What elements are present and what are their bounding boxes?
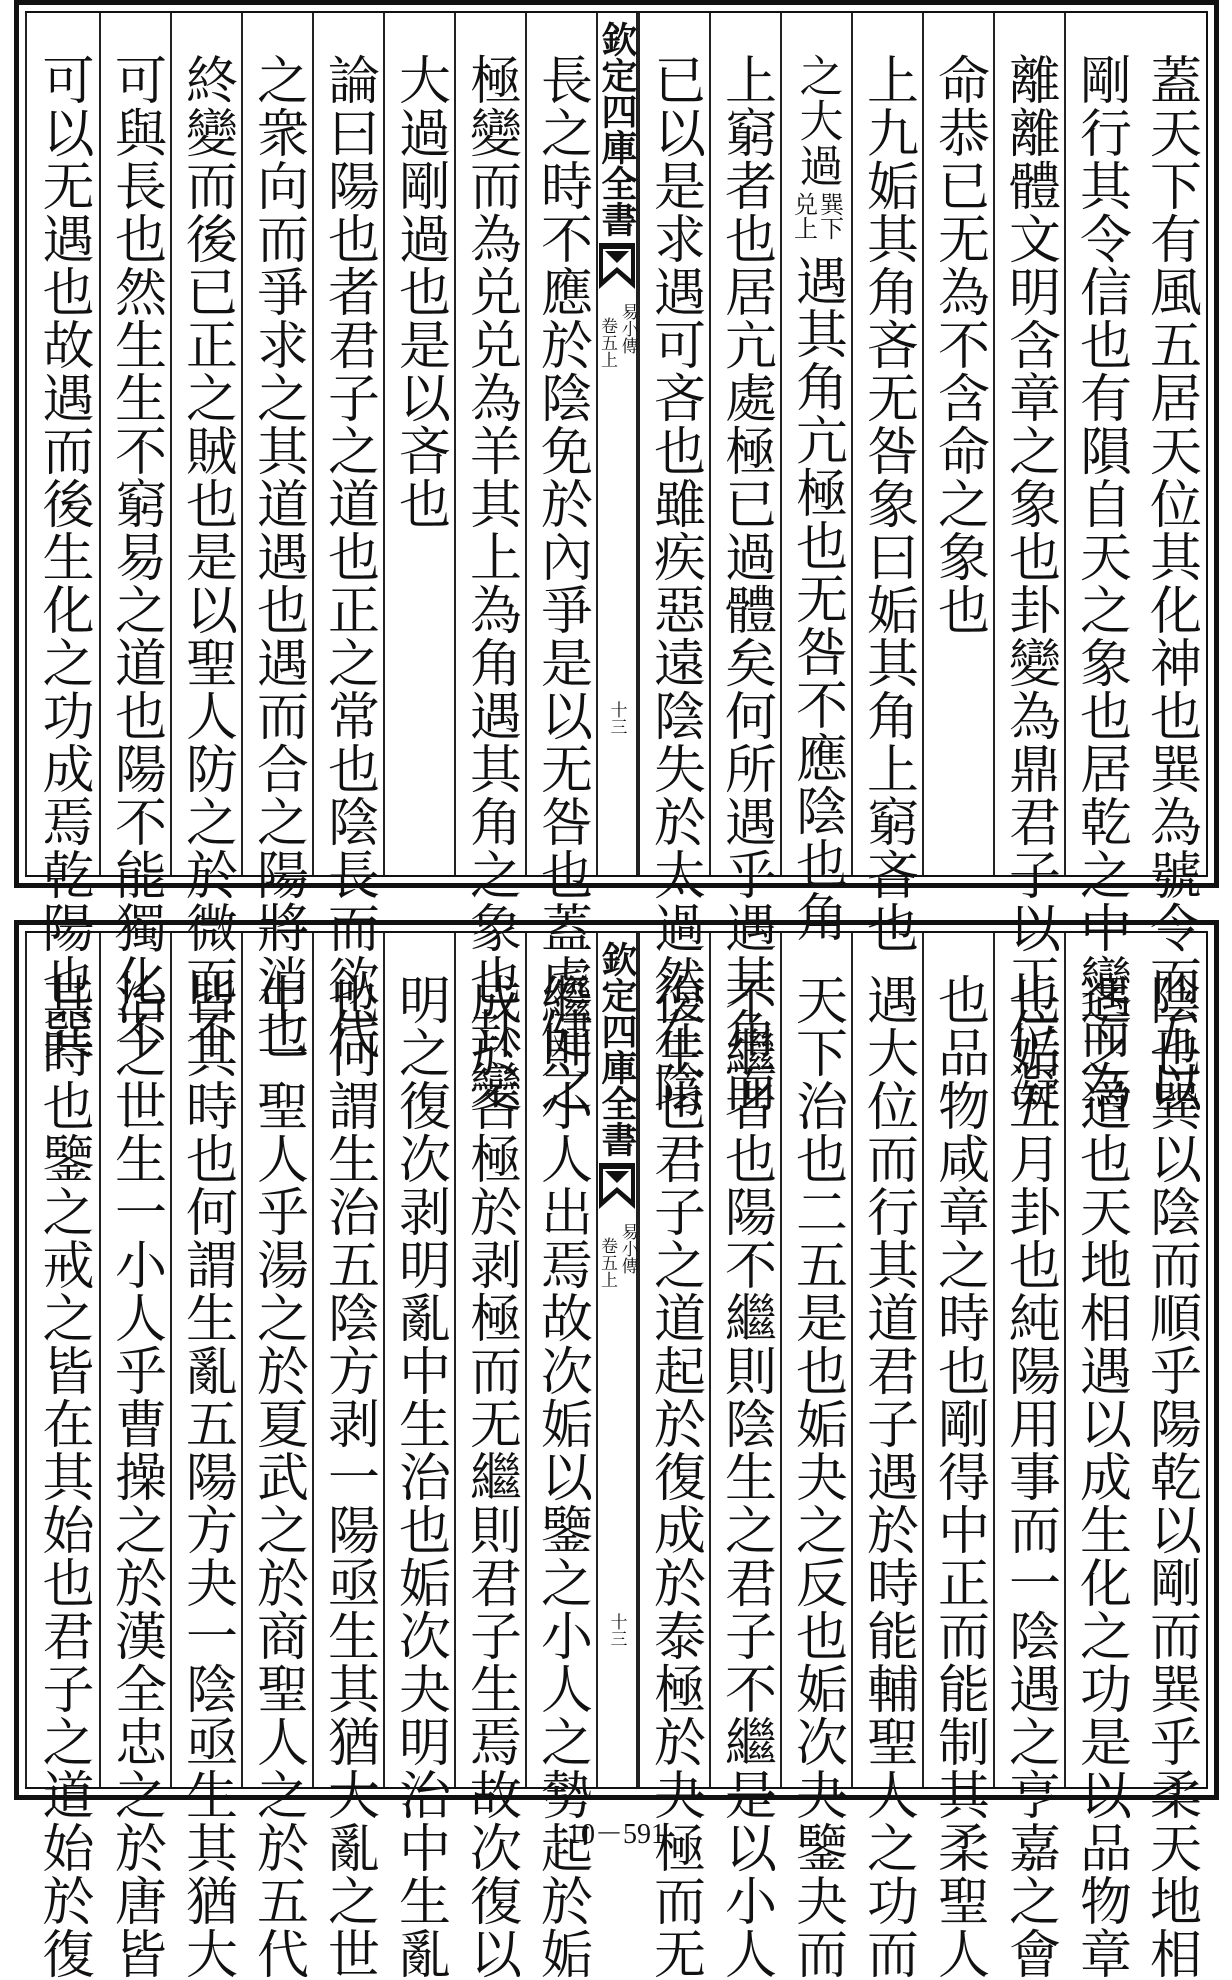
text-column (525, 933, 596, 1980)
book-title: 易小傳 (617, 303, 638, 354)
column-text: 也姤五月卦也純陽用事而一陰遇之亨嘉之會 (999, 973, 1060, 1980)
text-column (170, 13, 241, 1060)
column-text: 之大過 (791, 53, 843, 188)
page-panel-top (14, 0, 1219, 1113)
column-text: 天下治也二五是也姤夬之反也姤次夬鑒夬而 (786, 973, 847, 1980)
column-text: 上九姤其角吝无咎象曰姤其角上窮吝也 (857, 53, 918, 954)
text-column (1064, 933, 1135, 1980)
page-number: 10－591 (566, 1819, 665, 1850)
text-column (454, 13, 525, 1113)
text-column (709, 933, 780, 1980)
text-column (922, 933, 993, 1980)
column-text: 遇大位而行其道君子遇於時能輔聖人之功而 (857, 973, 918, 1980)
text-column (993, 13, 1064, 1113)
book-info (597, 289, 636, 368)
fishtail-mark-icon (599, 243, 635, 289)
text-column (383, 933, 454, 1980)
column-text: 離離體文明含章之象也卦變為鼎君子以正位凝 (999, 53, 1060, 1113)
column-text: 長之時不應於陰免於內爭是以无咎也蓋處健之 (531, 53, 592, 1113)
text-column (312, 933, 383, 1980)
text-column (922, 13, 993, 875)
column-text: 剛行其令信也有隕自天之象也居乾之中變而為 (1070, 53, 1131, 1113)
panel-frame-top (25, 11, 1208, 1113)
text-column (1135, 13, 1206, 1113)
text-column (638, 933, 709, 1980)
text-column (170, 933, 241, 1980)
text-column (241, 933, 312, 1980)
column-text: 成於否極於剥極而无繼則君子生焉故次復以 (460, 973, 521, 1980)
column-text: 可以无遇也故遇而後生化之功成焉乾陽也巽 (33, 53, 93, 1060)
column-text: 之衆向而爭求之其道遇也遇而合之陽將消也 (247, 53, 308, 1060)
text-column (454, 933, 525, 1980)
column-text: 遇其角亢極也无咎不應陰也角 (786, 254, 847, 943)
column-text: 可與長也然生生不窮易之道也陽不能獨化不 (105, 53, 166, 1060)
text-column (851, 933, 922, 1980)
text-column (993, 933, 1064, 1980)
column-text: 極變而為兑兑為羊其上為角遇其角之象也卦變 (460, 53, 521, 1113)
column-text: 明之復次剥明亂中生治也姤次夬明治中生亂 (389, 973, 450, 1980)
column-text: 其時也鑒之戒之皆在其始也君子之道始於復 (33, 973, 93, 1980)
folio-number: 十三 (606, 1613, 627, 1647)
text-column-hexagram (780, 13, 851, 943)
book-info (597, 1209, 636, 1288)
column-text: 也品物咸章之時也剛得中正而能制其柔聖人 (928, 973, 989, 1980)
text-column (709, 13, 780, 1113)
column-text: 生一聖人乎湯之於夏武之於商聖人之於五代 (247, 973, 308, 1980)
column-text: 論曰陽也者君子之道也正之常也陰長而欲代 (318, 53, 379, 1060)
volume-label: 卷五上 (597, 1237, 617, 1288)
column-text: 終變而後已正之賊也是以聖人防之於微而不 (176, 53, 237, 1060)
column-text: 也何謂生治五陰方剥一陽亟生其猶大亂之世 (318, 973, 379, 1980)
text-column (780, 933, 851, 1980)
column-text: 已以是求遇可吝也雖疾惡遠陰失於太過然在陰 (644, 53, 705, 1113)
text-column (25, 933, 99, 1980)
book-title: 易小傳 (617, 1223, 638, 1274)
text-column (1135, 933, 1206, 1980)
text-column (851, 13, 922, 954)
column-text: 治之世生一小人乎曹操之於漢全忠之於唐皆 (105, 973, 166, 1980)
column-text: 命恭已无為不含命之象也 (928, 53, 989, 636)
volume-label: 卷五上 (597, 317, 617, 368)
column-text: 繼則小人出焉故次姤以鑒之小人之勢起於姤 (531, 973, 592, 1980)
text-column (525, 13, 596, 1113)
column-text: 大過剛過也是以吝也 (389, 53, 450, 530)
center-fold-column (596, 13, 638, 875)
column-text: 不繼者也陽不繼則陰生之君子不繼是以小人 (715, 973, 776, 1980)
collection-title: 欽定四庫全書 (596, 941, 638, 1157)
column-text: 蓋天下有風五居天位其化神也巽為號令而五以 (1140, 53, 1201, 1113)
column-text: 陰也巽以陰而順乎陽乾以剛而巽乎柔天地相 (1140, 973, 1201, 1980)
text-column (1064, 13, 1135, 1113)
column-text: 復生也君子之道起於復成於泰極於夬極而无 (644, 973, 705, 1980)
text-column (99, 933, 170, 1980)
center-fold-column (596, 933, 638, 1787)
text-column (312, 13, 383, 1060)
column-text: 上窮者也居亢處極已過體矣何所遇乎遇其角而 (715, 53, 776, 1113)
hexagram-note-upper: 巽下 (815, 192, 844, 240)
hexagram-note-lower: 兑上 (789, 192, 818, 240)
collection-title: 欽定四庫全書 (596, 21, 638, 237)
column-text: 遇之道也天地相遇以成生化之功是以品物章 (1070, 973, 1131, 1980)
folio-number: 十三 (606, 701, 627, 735)
text-column (638, 13, 709, 1113)
text-column (383, 13, 454, 875)
hexagram-note (789, 192, 844, 240)
text-column (241, 13, 312, 1060)
text-column (99, 13, 170, 1060)
column-text: 皆其時也何謂生亂五陽方夬一陰亟生其猶大 (176, 973, 237, 1980)
text-column (25, 13, 99, 1060)
fishtail-mark-icon (599, 1163, 635, 1209)
